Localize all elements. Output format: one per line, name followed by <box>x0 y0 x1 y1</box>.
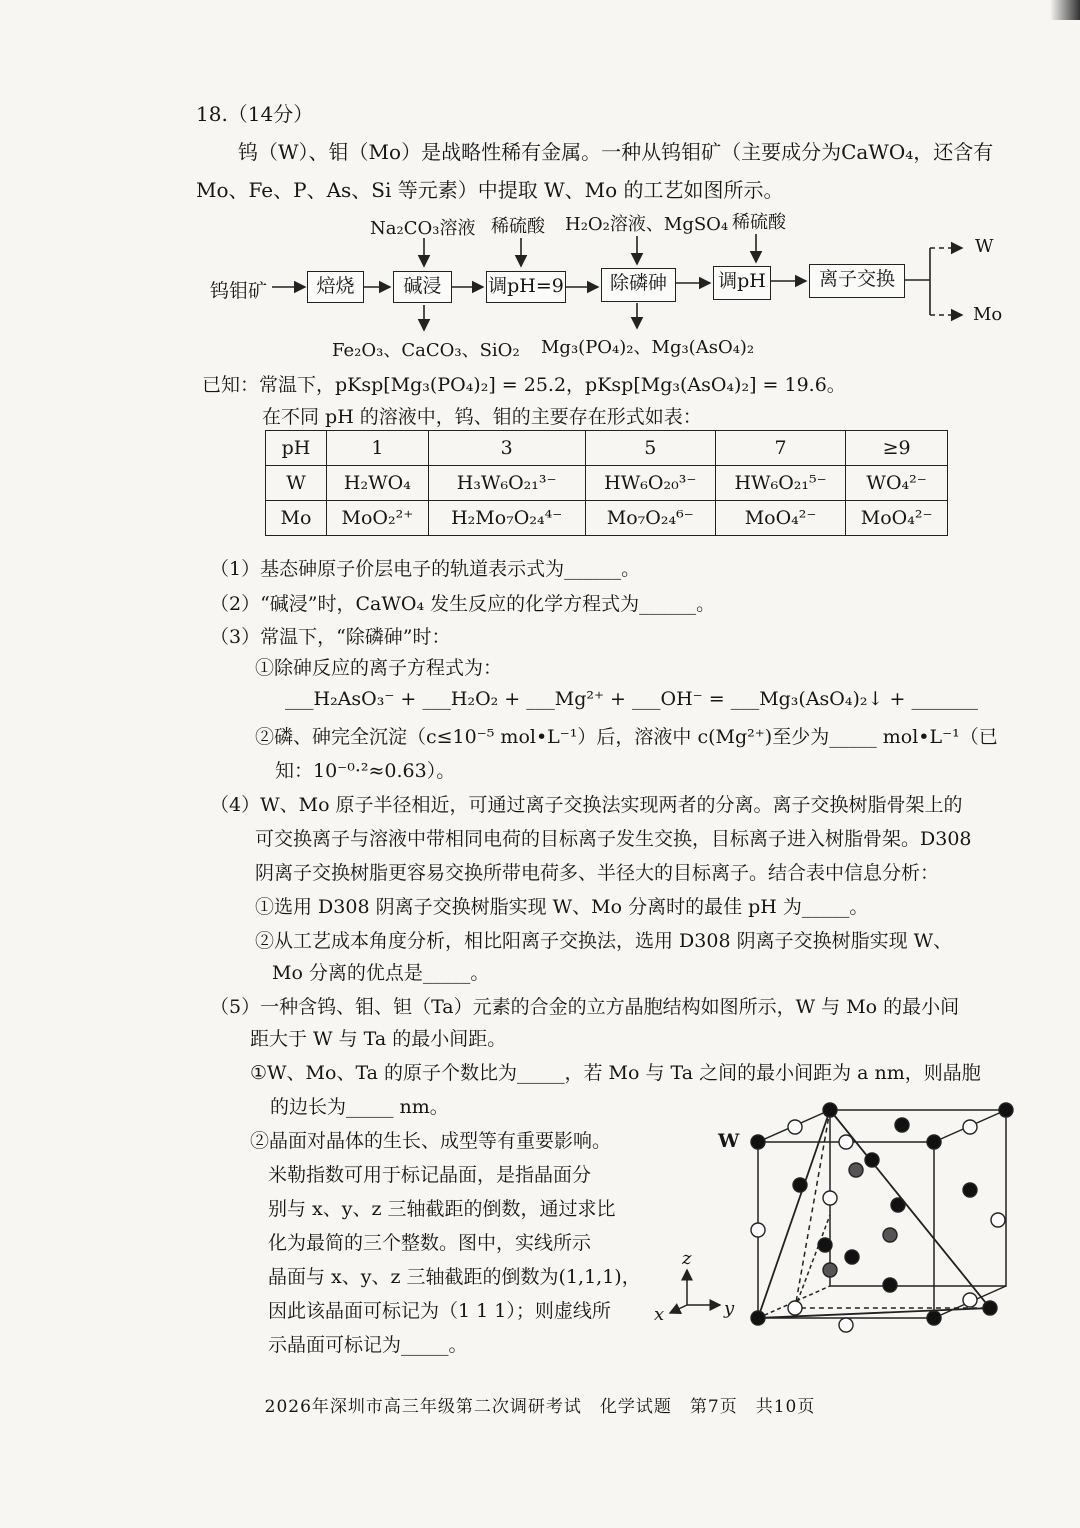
reagent-na2co3: Na₂CO₃溶液 <box>370 218 476 239</box>
known-table-intro: 在不同 pH 的溶液中，钨、钼的主要存在形式如表： <box>262 406 702 428</box>
table-cell: MoO₄²⁻ <box>715 501 845 536</box>
q5-part2-line: 别与 x、y、z 三轴截距的倒数，通过求比 <box>268 1198 616 1220</box>
axis-x-label: x <box>654 1304 665 1325</box>
table-cell: Mo <box>266 501 327 536</box>
table-cell: 1 <box>327 431 429 466</box>
q4-part1: ①选用 D308 阴离子交换树脂实现 W、Mo 分离时的最佳 pH 为_____。 <box>255 896 869 918</box>
reagent-h2o2-mgso4: H₂O₂溶液、MgSO₄ <box>565 214 729 235</box>
residue-fe-ca-si: Fe₂O₃、CaCO₃、SiO₂ <box>332 340 520 361</box>
table-cell: MoO₄²⁻ <box>846 501 948 536</box>
q4-line1: （4）W、Mo 原子半径相近，可通过离子交换法实现两者的分离。离子交换树脂骨架上的 <box>210 794 963 816</box>
table-cell: W <box>266 466 327 501</box>
q5-part1-line1: ①W、Mo、Ta 的原子个数比为_____，若 Mo 与 Ta 之间的最小间距为 a nm，则晶胞 <box>250 1062 981 1084</box>
flow-step-roast: 焙烧 <box>307 271 364 303</box>
intro-line-1: 钨（W）、钼（Mo）是战略性稀有金属。一种从钨钼矿（主要成分为CaWO₄，还含有 <box>238 140 994 164</box>
output-mo: Mo <box>973 304 1003 325</box>
page-footer: 2026年深圳市高三年级第二次调研考试 化学试题 第7页 共10页 <box>264 1397 816 1417</box>
flow-step-alkali-leach: 碱浸 <box>393 271 452 303</box>
q3-equation: ___H₂AsO₃⁻ + ___H₂O₂ + ___Mg²⁺ + ___OH⁻ = ___Mg₃(AsO₄)₂↓ + _______ <box>285 688 978 710</box>
q5-line2: 距大于 W 与 Ta 的最小间距。 <box>250 1028 507 1050</box>
residue-mg-salts: Mg₃(PO₄)₂、Mg₃(AsO₄)₂ <box>541 337 755 358</box>
q5-part2-line: 米勒指数可用于标记晶面，是指晶面分 <box>268 1164 592 1186</box>
flow-step-remove-p-as: 除磷砷 <box>601 268 676 302</box>
q5-part2-line: 化为最简的三个整数。图中，实线所示 <box>268 1232 592 1254</box>
table-cell: HW₆O₂₀³⁻ <box>585 466 715 501</box>
q3-part2-line2: 知：10⁻⁰·²≈0.63）。 <box>275 760 456 782</box>
table-cell: HW₆O₂₁⁵⁻ <box>715 466 845 501</box>
question-number: 18.（14分） <box>196 102 314 126</box>
table-header-row <box>266 431 948 466</box>
table-cell: H₂Mo₇O₂₄⁴⁻ <box>428 501 585 536</box>
q5-part2-line: 晶面与 x、y、z 三轴截距的倒数为(1,1,1)， <box>268 1266 641 1288</box>
table-row-w <box>266 466 948 501</box>
table-cell: H₃W₆O₂₁³⁻ <box>428 466 585 501</box>
table-cell: 7 <box>715 431 845 466</box>
q3-text: （3）常温下，“除磷砷”时： <box>210 626 451 648</box>
known-ksp: 已知：常温下，pKsp[Mg₃(PO₄)₂] = 25.2，pKsp[Mg₃(AsO₄)₂] = 19.6。 <box>202 374 846 396</box>
q3-part1: ①除砷反应的离子方程式为： <box>255 657 503 679</box>
q4-part2-line1: ②从工艺成本角度分析，相比阳离子交换法，选用 D308 阴离子交换树脂实现 W、 <box>255 930 953 952</box>
output-w: W <box>975 236 994 257</box>
q5-part2-line: 因此该晶面可标记为（1 1 1）；则虚线所 <box>268 1300 611 1322</box>
flow-arrows <box>0 0 1080 380</box>
q1-text: （1）基态砷原子价层电子的轨道表示式为______。 <box>210 558 641 580</box>
crystal-cell-figure <box>640 1095 1020 1355</box>
axis-y-label: y <box>724 1298 735 1319</box>
flow-step-adjust-ph: 调pH <box>713 266 771 300</box>
table-row-mo <box>266 501 948 536</box>
q2-text: （2）“碱浸”时，CaWO₄ 发生反应的化学方程式为______。 <box>210 593 716 615</box>
table-cell: 3 <box>428 431 585 466</box>
species-table <box>265 430 948 536</box>
table-cell: ≥9 <box>846 431 948 466</box>
q5-part1-line2: 的边长为_____ nm。 <box>270 1096 449 1118</box>
flow-step-ph9: 调pH=9 <box>486 271 566 303</box>
table-cell: MoO₂²⁺ <box>327 501 429 536</box>
figure-w-label: W <box>718 1130 740 1152</box>
table-cell: pH <box>266 431 327 466</box>
q5-part2-line: ②晶面对晶体的生长、成型等有重要影响。 <box>250 1130 612 1152</box>
q4-line3: 阴离子交换树脂更容易交换所带电荷多、半径大的目标离子。结合表中信息分析： <box>255 862 940 884</box>
flow-start: 钨钼矿 <box>210 280 268 302</box>
q4-line2: 可交换离子与溶液中带相同电荷的目标离子发生交换，目标离子进入树脂骨架。D308 <box>255 828 972 850</box>
q4-part2-line2: Mo 分离的优点是_____。 <box>272 962 490 984</box>
flow-step-ion-exchange: 离子交换 <box>809 264 905 298</box>
q5-line1: （5）一种含钨、钼、钽（Ta）元素的合金的立方晶胞结构如图所示，W 与 Mo 的最小间 <box>210 996 960 1018</box>
table-cell: WO₄²⁻ <box>846 466 948 501</box>
table-cell: 5 <box>585 431 715 466</box>
axis-z-label: z <box>682 1248 692 1269</box>
intro-line-2: Mo、Fe、P、As、Si 等元素）中提取 W、Mo 的工艺如图所示。 <box>196 178 784 202</box>
q5-part2-line: 示晶面可标记为_____。 <box>268 1334 468 1356</box>
table-cell: H₂WO₄ <box>327 466 429 501</box>
table-cell: Mo₇O₂₄⁶⁻ <box>585 501 715 536</box>
q3-part2-line1: ②磷、砷完全沉淀（c≤10⁻⁵ mol•L⁻¹）后，溶液中 c(Mg²⁺)至少为_____ mol•L⁻¹（已 <box>255 726 998 748</box>
reagent-dilute-acid-2: 稀硫酸 <box>732 212 786 233</box>
reagent-dilute-acid-1: 稀硫酸 <box>491 216 545 237</box>
